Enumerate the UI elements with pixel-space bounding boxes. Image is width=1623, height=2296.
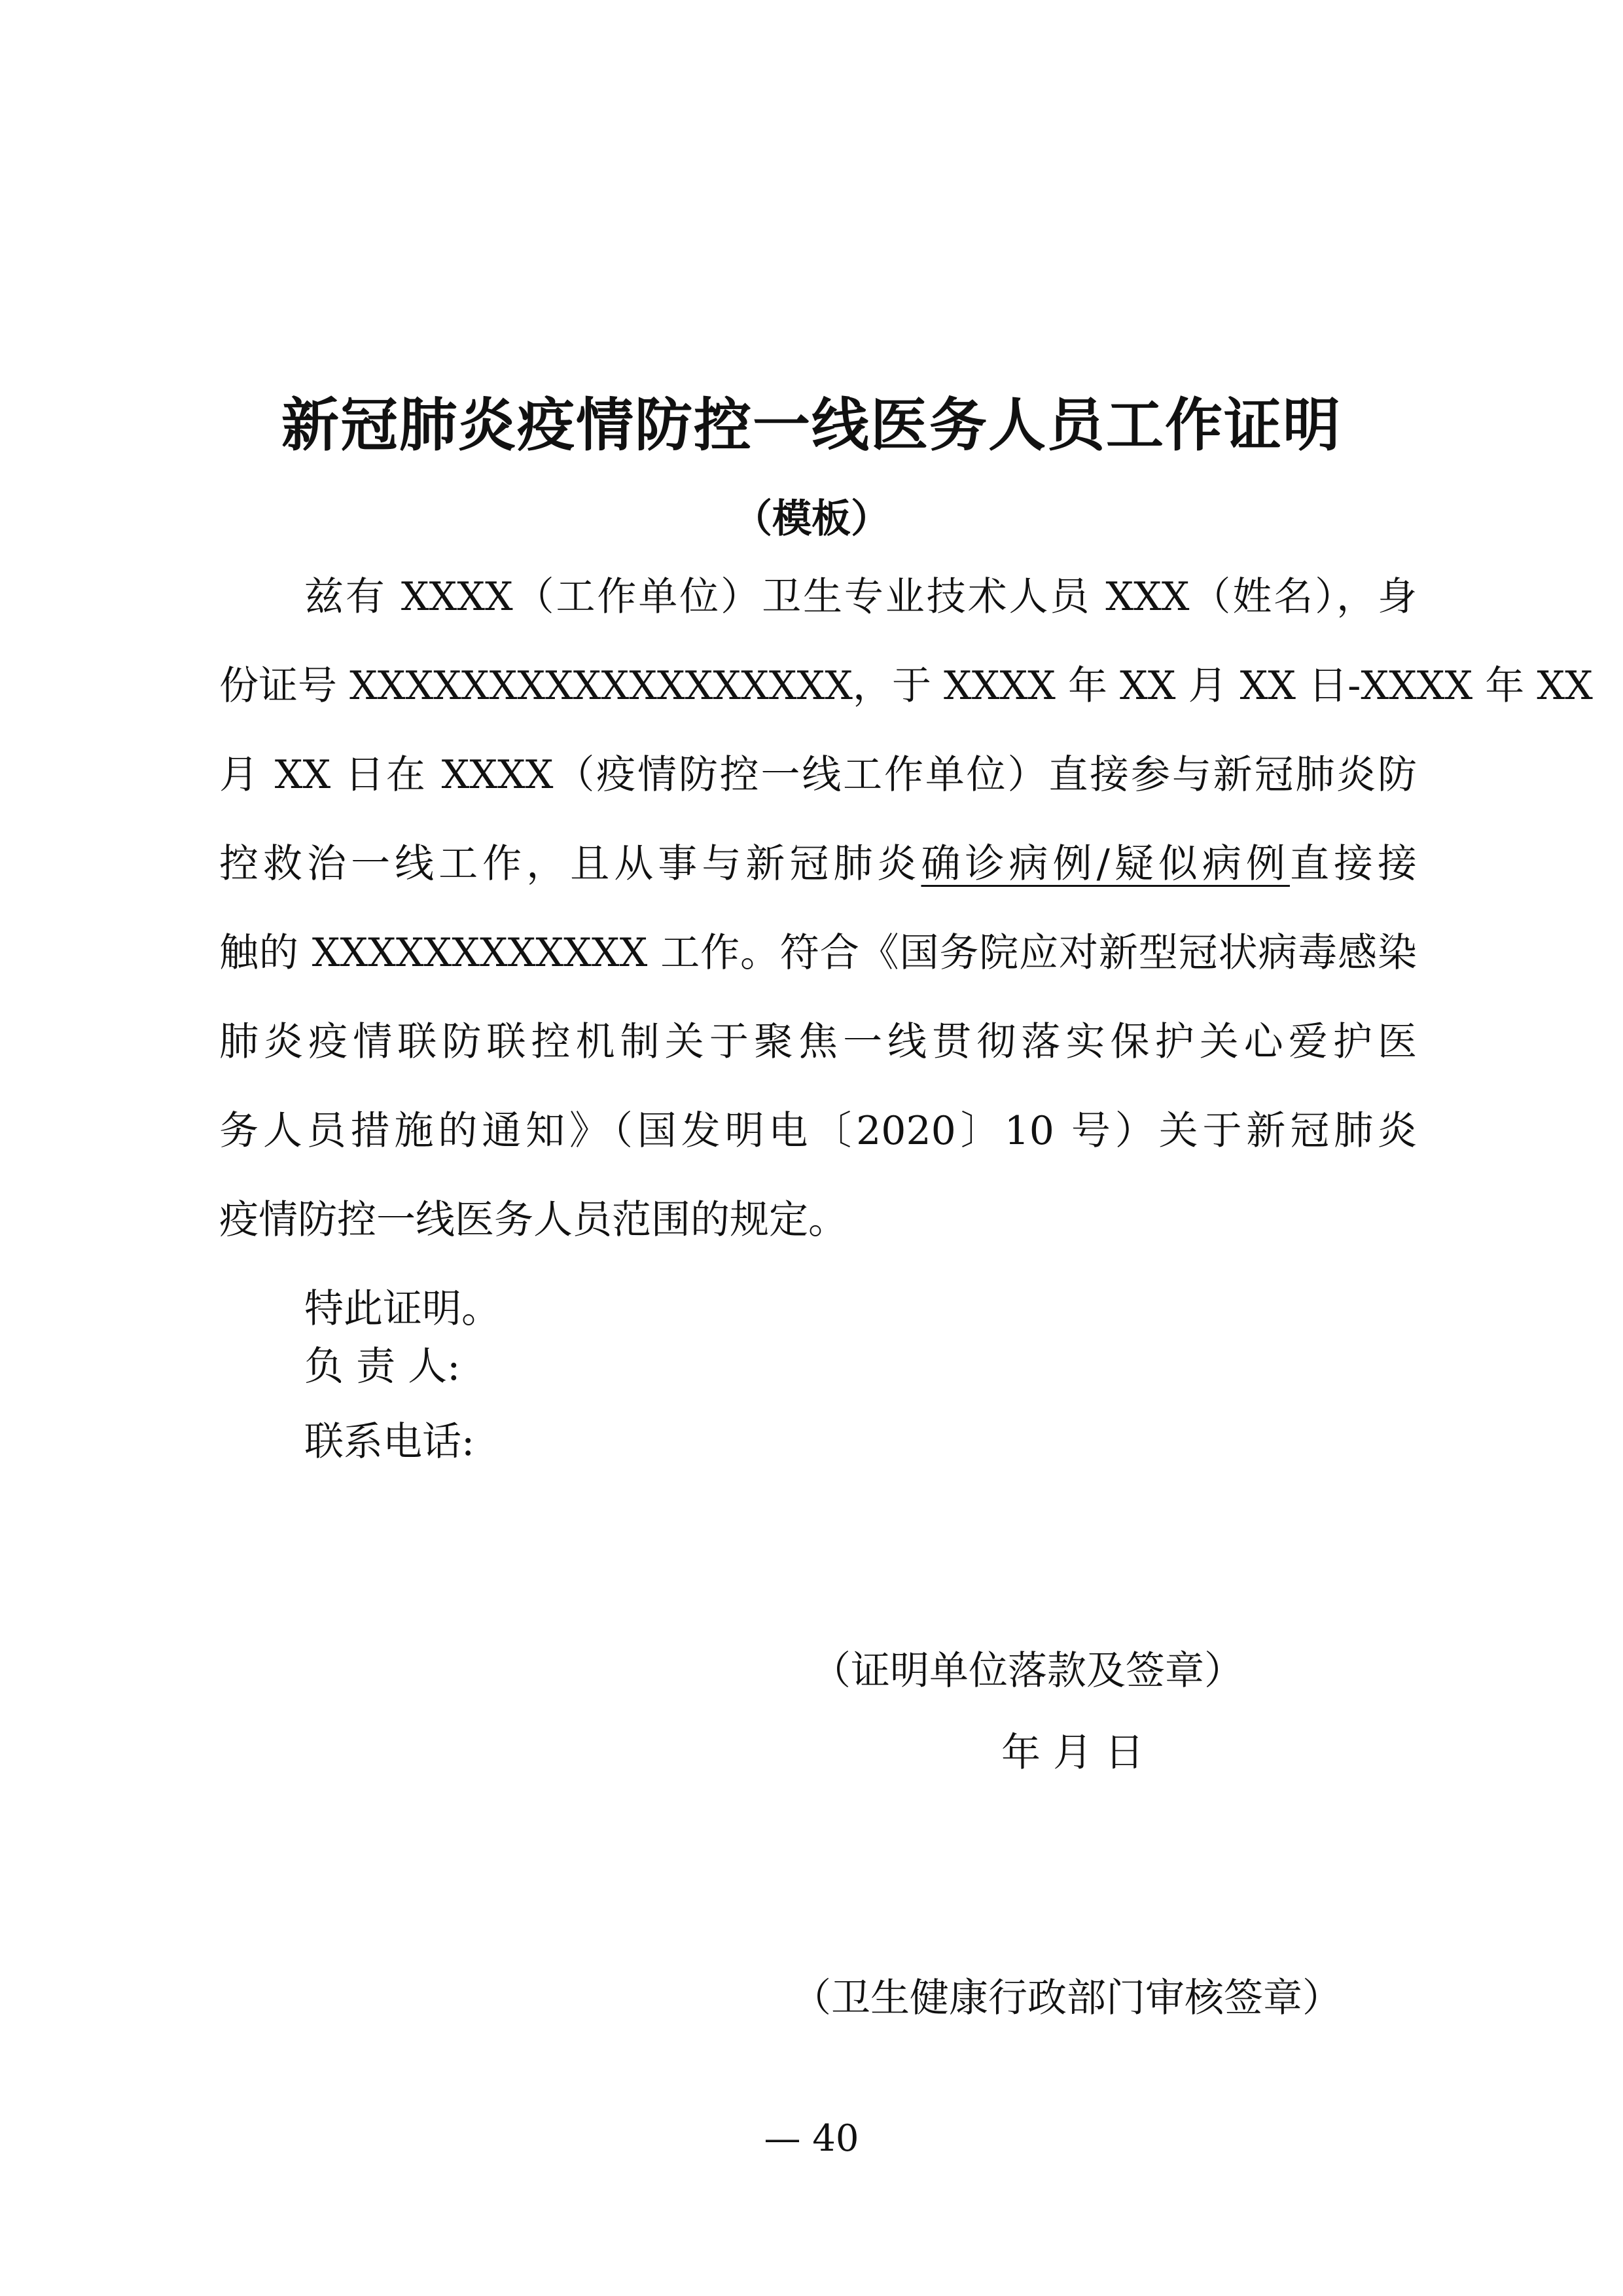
underlined-case-type: 确诊病例/疑似病例: [921, 841, 1290, 887]
body-line-2: 份证号 XXXXXXXXXXXXXXXXXX，于 XXXX 年 XX 月 XX 日-XXXX 年 XX: [219, 663, 1593, 709]
document-title: 新冠肺炎疫情防控一线医务人员工作证明: [281, 391, 1342, 459]
issuer-stamp-line: （证明单位落款及签章）: [812, 1648, 1243, 1694]
date-line: 年 月 日: [1001, 1730, 1145, 1776]
body-line-4-after: 直接接: [1289, 841, 1418, 887]
certificate-body: [219, 552, 1593, 1354]
body-line-7: 务人员措施的通知》（国发明电〔2020〕10 号）关于新冠肺炎: [219, 1108, 1417, 1154]
body-line-4-before: 控救治一线工作，且从事与新冠肺炎: [219, 841, 921, 887]
body-line-5: 触的 XXXXXXXXXXXX 工作。符合《国务院应对新型冠状病毒感染: [219, 930, 1417, 976]
health-dept-stamp-line: （卫生健康行政部门审核签章）: [792, 1975, 1342, 2021]
closing-statement: 特此证明。: [304, 1286, 501, 1332]
document-subtitle: （模板）: [733, 496, 890, 542]
page-number: — 40: [764, 2117, 859, 2160]
body-line-4: [219, 819, 1417, 908]
person-in-charge-label: 负 责 人:: [304, 1344, 461, 1390]
contact-phone-label: 联系电话:: [304, 1419, 475, 1465]
body-line-8: 疫情防控一线医务人员范围的规定。: [219, 1197, 847, 1243]
body-line-1: 兹有 XXXX（工作单位）卫生专业技术人员 XXX（姓名），身: [304, 574, 1417, 620]
body-line-3: 月 XX 日在 XXXX（疫情防控一线工作单位）直接参与新冠肺炎防: [219, 752, 1417, 798]
body-line-6: 肺炎疫情联防联控机制关于聚焦一线贯彻落实保护关心爱护医: [219, 1019, 1417, 1065]
